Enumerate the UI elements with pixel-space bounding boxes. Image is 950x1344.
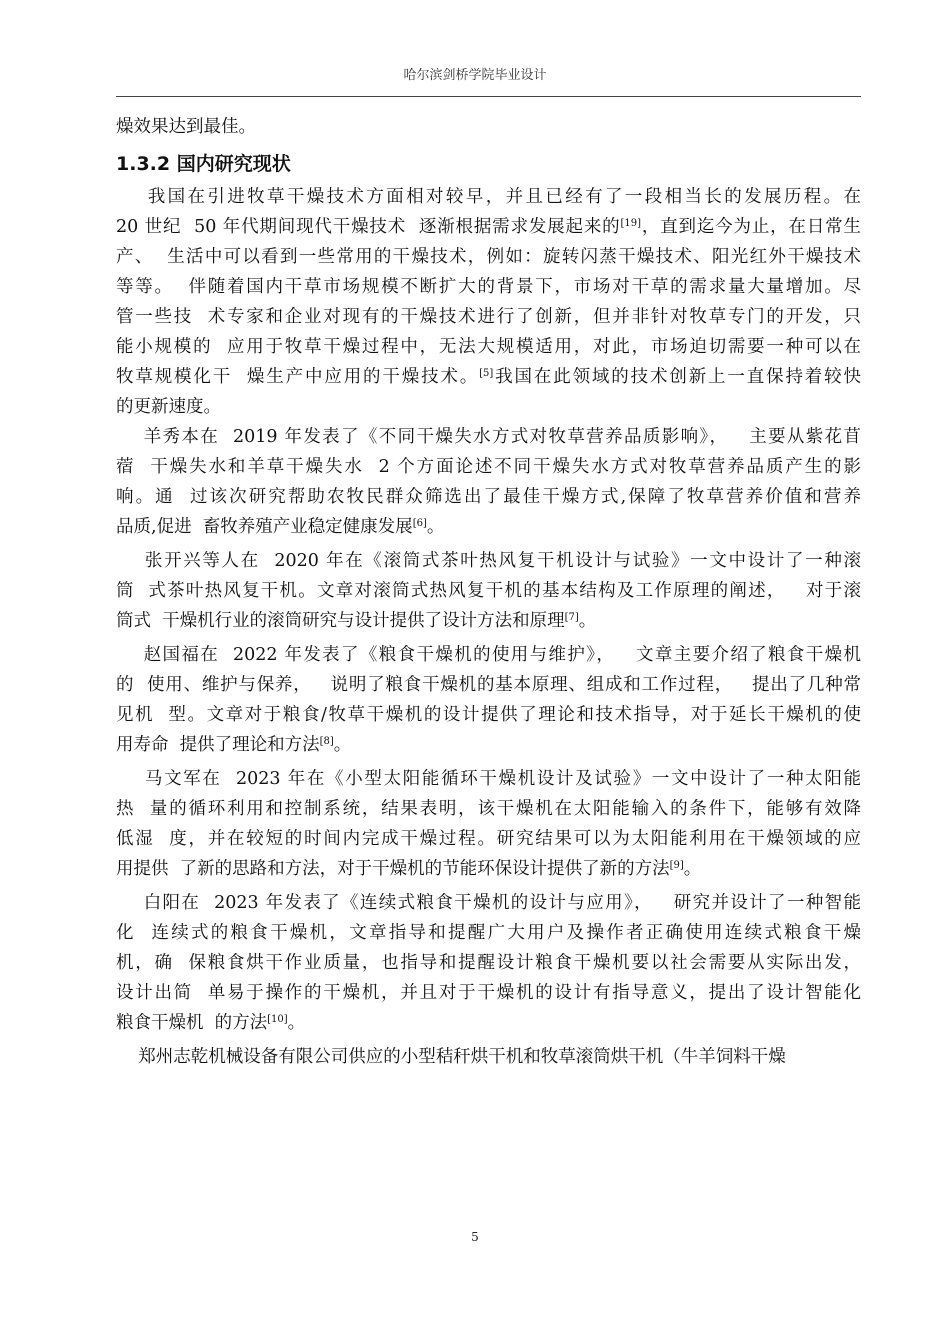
line-text: 马文军在 2023 年在《小型太阳能循环干燥机设计及试验》一文中设计了一种太阳能 xyxy=(116,769,861,789)
paragraph xyxy=(116,888,861,1038)
citation-marker: [7] xyxy=(564,612,579,623)
line-text: 管一些技 术专家和企业对现有的干燥技术进行了创新，但并非针对牧草专门的开发，只 xyxy=(116,307,861,327)
line-text: 羊秀本在 2019 年发表了《不同干燥失水方式对牧草营养品质影响》， 主要从紫花苜 xyxy=(116,427,861,447)
text-line xyxy=(116,546,861,576)
text-line xyxy=(116,512,861,542)
paragraph xyxy=(116,182,861,422)
text-line xyxy=(116,824,861,854)
text-line xyxy=(116,182,861,212)
paragraph xyxy=(116,112,861,142)
text-line xyxy=(116,332,861,362)
line-text: 张开兴等人在 2020 年在《滚筒式茶叶热风复干机设计与试验》一文中设计了一种滚 xyxy=(116,551,861,571)
line-text: 燥效果达到最佳。 xyxy=(116,117,256,137)
line-text: 品质,促进 畜牧养殖产业稳定健康发展 xyxy=(116,517,413,537)
line-text: 化 连续式的粮食干燥机，文章指导和提醒广大用户及操作者正确使用连续式粮食干燥 xyxy=(116,923,861,943)
line-text: 机，确 保粮食烘干作业质量，也指导和提醒设计粮食干燥机要以社会需要从实际出发， xyxy=(116,953,861,973)
text-line xyxy=(116,606,861,636)
line-text: 筒 式茶叶热风复干机。文章对滚筒式热风复干机的基本结构及工作原理的阐述， 对于滚 xyxy=(116,581,861,601)
line-text: 白阳在 2023 年发表了《连续式粮食干燥机的设计与应用》， 研究并设计了一种智能 xyxy=(116,893,861,913)
line-text-continued: 。 xyxy=(578,611,597,631)
line-text-continued: 我国在此领域的技术创新上一直保持着较快 xyxy=(493,367,861,387)
paragraph xyxy=(116,422,861,542)
line-text: 热 量的循环利用和控制系统，结果表明，该干燥机在太阳能输入的条件下，能够有效降 xyxy=(116,799,861,819)
header-divider xyxy=(116,96,861,97)
line-text: 牧草规模化干 燥生产中应用的干燥技术。 xyxy=(116,367,480,387)
line-text: 的更新速度。 xyxy=(116,397,221,417)
line-text: 用提供 了新的思路和方法，对于干燥机的节能环保设计提供了新的方法 xyxy=(116,859,670,879)
paragraph xyxy=(116,546,861,636)
line-text-continued: 。 xyxy=(426,517,445,537)
line-text-continued: 。 xyxy=(287,1013,306,1033)
document-body xyxy=(116,112,861,1072)
citation-marker: [9] xyxy=(669,860,684,871)
running-header: 哈尔滨剑桥学院毕业设计 xyxy=(403,68,547,83)
line-text: 响。通 过该次研究帮助农牧民群众筛选出了最佳干燥方式,保障了牧草营养价值和营养 xyxy=(116,487,861,507)
citation-marker: [10] xyxy=(267,1014,288,1025)
citation-marker: [6] xyxy=(412,518,427,529)
citation-marker: [19] xyxy=(620,218,642,229)
text-line xyxy=(116,272,861,302)
page-number: 5 xyxy=(471,1230,479,1244)
text-line xyxy=(116,362,861,392)
text-line xyxy=(116,242,861,272)
text-line xyxy=(116,302,861,332)
text-line xyxy=(116,640,861,670)
paragraph xyxy=(116,640,861,760)
text-line xyxy=(116,1042,861,1072)
section-heading: 1.3.2 国内研究现状 xyxy=(116,153,291,175)
line-text: 设计出简 单易于操作的干燥机，并且对于干燥机的设计有指导意义，提出了设计智能化 xyxy=(116,983,861,1003)
text-line xyxy=(116,1008,861,1038)
line-text: 赵国福在 2022 年发表了《粮食干燥机的使用与维护》， 文章主要介绍了粮食干燥机 xyxy=(116,645,861,665)
line-text-continued: 。 xyxy=(333,735,352,755)
text-line xyxy=(116,948,861,978)
line-text: 用寿命 提供了理论和方法 xyxy=(116,735,320,755)
text-line xyxy=(116,978,861,1008)
text-line xyxy=(116,670,861,700)
text-line xyxy=(116,918,861,948)
line-text: 蓿 干燥失水和羊草干燥失水 2 个方面论述不同干燥失水方式对牧草营养品质产生的影 xyxy=(116,457,861,477)
line-text: 筒式 干燥机行业的滚筒研究与设计提供了设计方法和原理 xyxy=(116,611,565,631)
paragraph xyxy=(116,764,861,884)
text-line xyxy=(116,422,861,452)
text-line xyxy=(116,764,861,794)
citation-marker: [8] xyxy=(319,736,334,747)
text-line xyxy=(116,854,861,884)
line-text: 郑州志乾机械设备有限公司供应的小型秸秆烘干机和牧草滚筒烘干机（牛羊饲料干燥 xyxy=(116,1047,786,1067)
line-text: 的 使用、维护与保养， 说明了粮食干燥机的基本原理、组成和工作过程， 提出了几种常 xyxy=(116,675,861,695)
text-line xyxy=(116,576,861,606)
paragraph xyxy=(116,1042,861,1072)
citation-marker: [5] xyxy=(479,368,494,379)
line-text: 产、 生活中可以看到一些常用的干燥技术，例如：旋转闪蒸干燥技术、阳光红外干燥技术 xyxy=(116,247,861,267)
text-line xyxy=(116,888,861,918)
text-line xyxy=(116,452,861,482)
line-text-continued: ，直到迄今为止，在日常生 xyxy=(641,217,861,237)
line-text-continued: 。 xyxy=(683,859,702,879)
line-text: 我国在引进牧草干燥技术方面相对较早，并且已经有了一段相当长的发展历程。在 xyxy=(116,187,861,207)
line-text: 能小规模的 应用于牧草干燥过程中，无法大规模适用，对此，市场迫切需要一种可以在 xyxy=(116,337,861,357)
text-line xyxy=(116,730,861,760)
line-text: 低湿 度，并在较短的时间内完成干燥过程。研究结果可以为太阳能利用在干燥领域的应 xyxy=(116,829,861,849)
line-text: 等等。 伴随着国内干草市场规模不断扩大的背景下，市场对干草的需求量大量增加。尽 xyxy=(116,277,861,297)
text-line xyxy=(116,700,861,730)
text-line xyxy=(116,212,861,242)
text-line xyxy=(116,794,861,824)
text-line xyxy=(116,482,861,512)
line-text: 粮食干燥机 的方法 xyxy=(116,1013,268,1033)
line-text: 20 世纪 50 年代期间现代干燥技术 逐渐根据需求发展起来的 xyxy=(116,217,621,237)
line-text: 见机 型。文章对于粮食/牧草干燥机的设计提供了理论和技术指导，对于延长干燥机的使 xyxy=(116,705,861,725)
text-line xyxy=(116,112,861,142)
text-line xyxy=(116,392,861,422)
